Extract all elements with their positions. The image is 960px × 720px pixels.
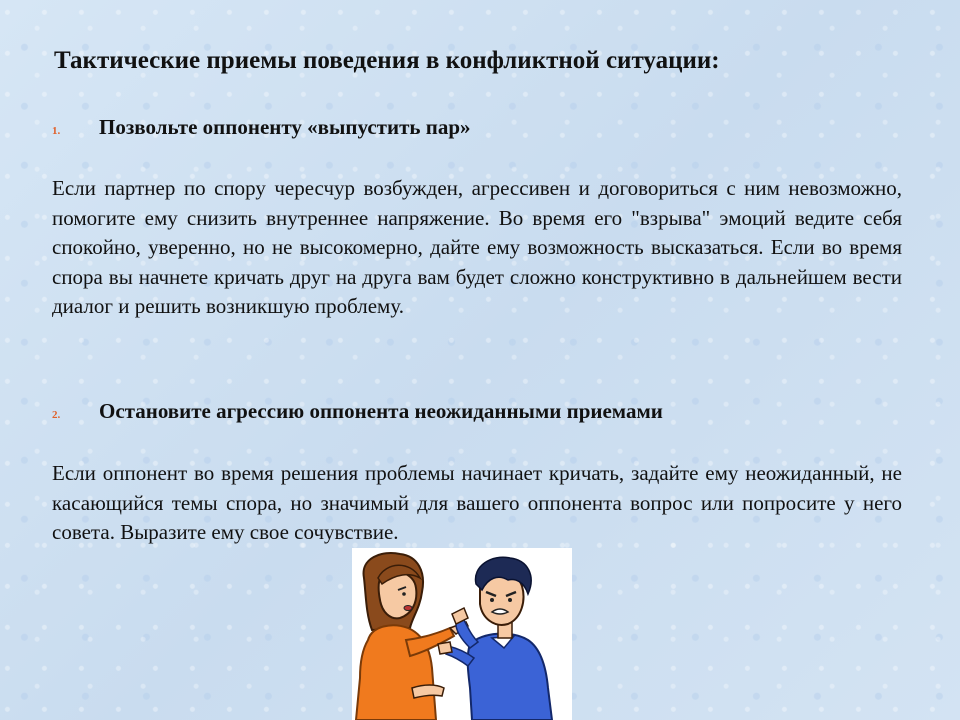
arguing-people-illustration	[352, 548, 572, 720]
page-title: Тактические приемы поведения в конфликтной ситуации:	[54, 47, 720, 74]
list-item-number-1: 1.	[52, 125, 61, 137]
man-figure	[438, 557, 552, 720]
paragraph-2: Если оппонент во время решения проблемы начинает кричать, задайте ему неожиданный, не касающийся темы спора, но значимый для вашего оппонента вопрос или попросите у него совета. Выразите ему свое сочувствие.	[52, 461, 902, 544]
paragraph-1: Если партнер по спору чересчур возбужден, агрессивен и договориться с ним невозможно, помогите ему снизить внутреннее напряжение. Во время его "взрыва" эмоций ведите себя спокойно, уверенно, но не высокомерно, дайте ему возможность высказаться. Если во время спора вы начнете кричать друг на друга вам будет сложно конструктивно в дальнейшем вести диалог и решить возникшую проблему.	[52, 176, 902, 318]
list-item-heading-text-2: Остановите агрессию оппонента неожиданными приемами	[99, 399, 663, 423]
woman-figure	[356, 553, 468, 720]
list-item-number-2: 2.	[52, 409, 61, 421]
list-item-heading-text-1: Позвольте оппоненту «выпустить пар»	[99, 115, 471, 139]
